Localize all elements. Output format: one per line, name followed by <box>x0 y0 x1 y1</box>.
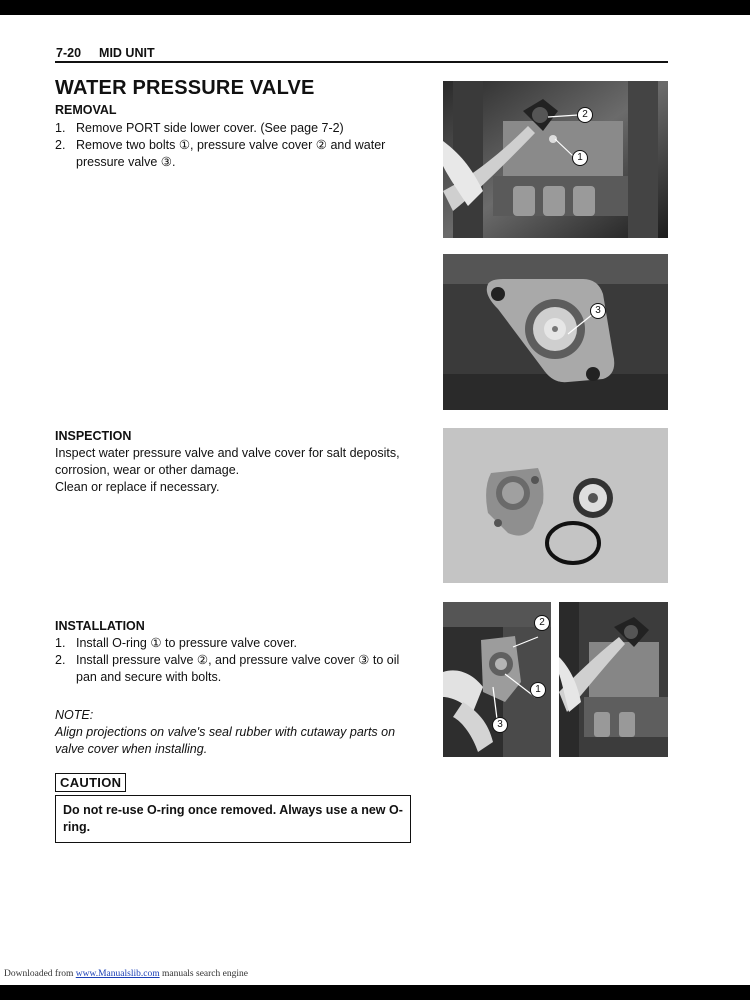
section-name: MID UNIT <box>99 46 155 60</box>
installation-note: NOTE: Align projections on valve's seal rubber with cutaway parts on valve cover when installing. <box>55 708 396 756</box>
callout-photo4-1: 1 <box>530 682 546 698</box>
installation-step-2: 2. Install pressure valve ②, and pressure valve cover ③ to oil pan and secure with bolts. <box>55 653 400 684</box>
page-header <box>56 46 155 60</box>
removal-steps <box>55 120 415 171</box>
caution-box: Do not re-use O-ring once removed. Always use a new O-ring. <box>55 795 411 843</box>
inspection-photo <box>443 428 668 583</box>
installation-photo-cover <box>559 602 668 757</box>
removal-step-2: 2. Remove two bolts ①, pressure valve cover ② and water pressure valve ③. <box>55 138 386 169</box>
page-footer: Downloaded from www.Manualslib.com manuals search engine <box>4 969 248 979</box>
page-number: 7-20 <box>56 46 82 60</box>
installation-steps <box>55 635 415 686</box>
removal-heading: REMOVAL <box>55 103 117 117</box>
callout-photo2-3: 3 <box>590 303 606 319</box>
inspection-heading: INSPECTION <box>55 429 132 443</box>
callout-photo1-2: 2 <box>577 107 593 123</box>
removal-step-1: 1. Remove PORT side lower cover. (See page 7-2) <box>55 121 344 135</box>
installation-step-1: 1. Install O-ring ① to pressure valve cover. <box>55 636 298 650</box>
page-title: WATER PRESSURE VALVE <box>55 77 315 99</box>
header-rule <box>55 61 668 63</box>
callout-photo4-2: 2 <box>534 615 550 631</box>
caution-label: CAUTION <box>55 773 126 792</box>
inspection-text: Inspect water pressure valve and valve cover for salt deposits, corrosion, wear or other damage. Clean or replace if necessary. <box>55 446 400 494</box>
removal-photo-valve <box>443 254 668 410</box>
manualslib-link[interactable]: www.Manualslib.com <box>75 969 160 979</box>
manual-page <box>0 15 750 985</box>
callout-photo1-1: 1 <box>572 150 588 166</box>
removal-photo-cover <box>443 81 668 238</box>
installation-heading: INSTALLATION <box>55 619 145 633</box>
callout-photo4-3: 3 <box>492 717 508 733</box>
